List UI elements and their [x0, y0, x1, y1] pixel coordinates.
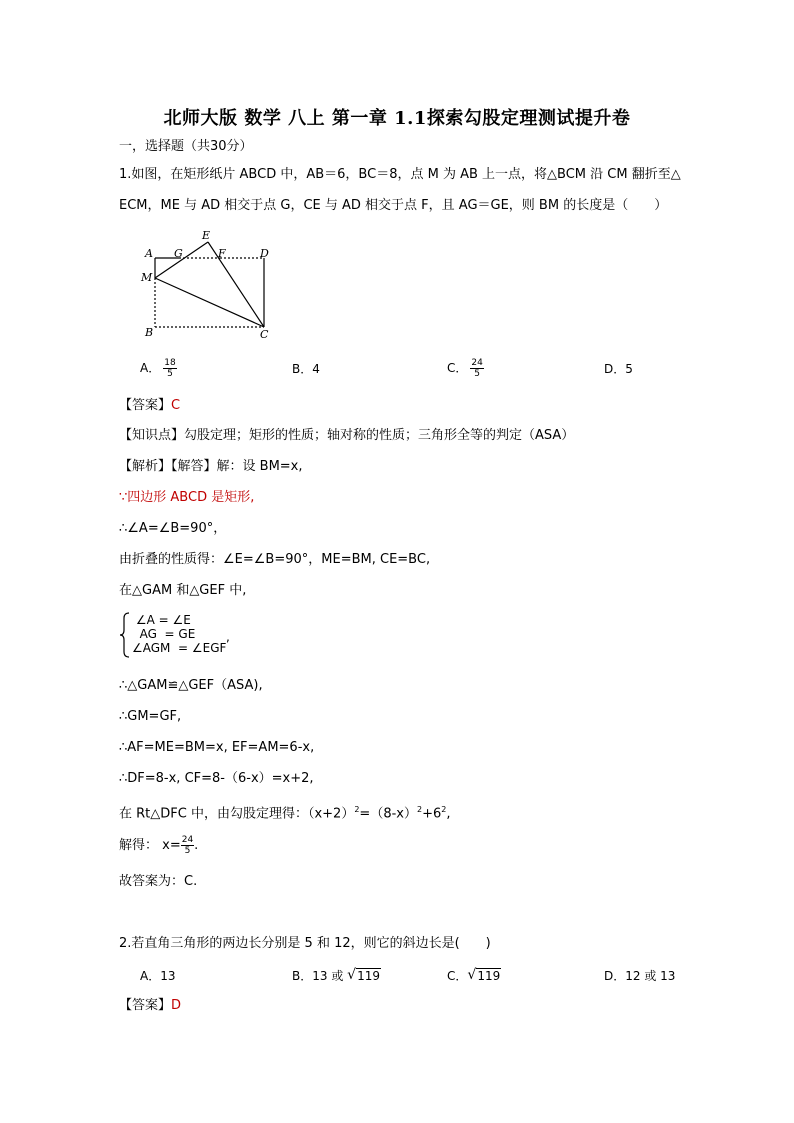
q2-option-a[interactable]: A．13	[140, 969, 176, 983]
system-row-1: ∠A = ∠E	[132, 613, 191, 627]
q1-option-c-label: C．	[447, 361, 468, 375]
q1-step-7: ∴AF=ME=BM=x, EF=AM=6-x,	[119, 740, 315, 755]
q1-step-5: ∴△GAM≌△GEF（ASA),	[119, 678, 263, 693]
label-b: B	[145, 326, 154, 339]
q1-step-6: ∴GM=GF,	[119, 709, 182, 724]
q1-knowledge	[119, 427, 574, 445]
q2-option-b[interactable]: B．13 或 √ 119	[292, 967, 381, 983]
sqrt-icon: √ 119	[467, 967, 501, 983]
q1-conclusion: 故答案为：C.	[119, 874, 198, 889]
q1-option-a[interactable]	[140, 358, 177, 379]
system-comma: ,	[226, 630, 230, 644]
q1-option-b[interactable]: B．4	[292, 362, 320, 376]
q1-equation-system	[118, 612, 258, 658]
left-brace-icon	[118, 612, 132, 658]
answer-value: C	[171, 398, 181, 413]
q2-stem: 2.若直角三角形的两边长分别是 5 和 12，则它的斜边长是( )	[119, 936, 491, 951]
q2-option-d[interactable]: D．12 或 13	[604, 969, 676, 983]
sqrt-icon: √ 119	[347, 967, 381, 983]
label-f: F	[218, 247, 226, 260]
q1-option-c-fraction: $\frac{24}{5}$	[471, 358, 483, 379]
analysis-tag: 【解析】【解答】	[119, 459, 217, 474]
q1-step-1: ∵四边形 ABCD 是矩形,	[119, 490, 255, 505]
q1-stem-line1: 1.如图，在矩形纸片 ABCD 中，AB＝6，BC＝8，点 M 为 AB 上一点，将△BCM 沿 CM 翻折至△	[119, 167, 681, 182]
answer-tag: 【答案】	[119, 998, 172, 1013]
knowledge-text: 勾股定理；矩形的性质；轴对称的性质；三角形全等的判定（ASA）	[184, 428, 575, 443]
q1-option-a-fraction: $\frac{18}{5}$	[164, 358, 176, 379]
q2-option-c[interactable]: C． √ 119	[447, 967, 501, 983]
section-heading: 一，选择题（共30分）	[119, 139, 253, 154]
q1-step-4: 在△GAM 和△GEF 中,	[119, 583, 247, 598]
q1-figure	[138, 226, 288, 344]
q1-solve: 解得： x= $\frac{24}{5}$ .	[119, 835, 199, 856]
q1-answer	[119, 397, 180, 415]
label-c: C	[260, 328, 269, 341]
q2-answer	[119, 997, 181, 1015]
system-row-2: AG = GE	[132, 627, 196, 641]
q1-step-9: 在 Rt△DFC 中，由勾股定理得：$(x+2)^2=(8-x)^2+6^2$,	[119, 805, 451, 822]
q1-stem-line2: ECM，ME 与 AD 相交于点 G，CE 与 AD 相交于点 F，且 AG＝GE，则 BM 的长度是（ ）	[119, 198, 668, 213]
page-title: 北师大版 数学 八上 第一章 1.1探索勾股定理测试提升卷	[163, 108, 631, 129]
label-a: A	[145, 247, 153, 260]
system-row-3: ∠AGM = ∠EGF	[132, 641, 227, 655]
answer-tag: 【答案】	[119, 398, 172, 413]
analysis-first-line: 解：设 BM=x,	[216, 459, 303, 474]
q1-analysis	[119, 458, 303, 476]
label-m: M	[141, 271, 153, 284]
q1-option-a-label: A．	[140, 361, 161, 375]
knowledge-tag: 【知识点】	[119, 428, 185, 443]
label-e: E	[202, 229, 211, 242]
label-d: D	[260, 247, 269, 260]
q1-step-8: ∴DF=8-x, CF=8-（6-x）=x+2,	[119, 771, 314, 786]
q1-step-2: ∴∠A=∠B=90°，	[119, 521, 227, 536]
q1-step-3: 由折叠的性质得：∠E=∠B=90°，ME=BM, CE=BC,	[119, 552, 431, 567]
answer-value: D	[171, 998, 182, 1013]
q1-option-c[interactable]	[447, 358, 484, 379]
q1-option-d[interactable]: D．5	[604, 362, 633, 376]
label-g: G	[174, 247, 183, 260]
